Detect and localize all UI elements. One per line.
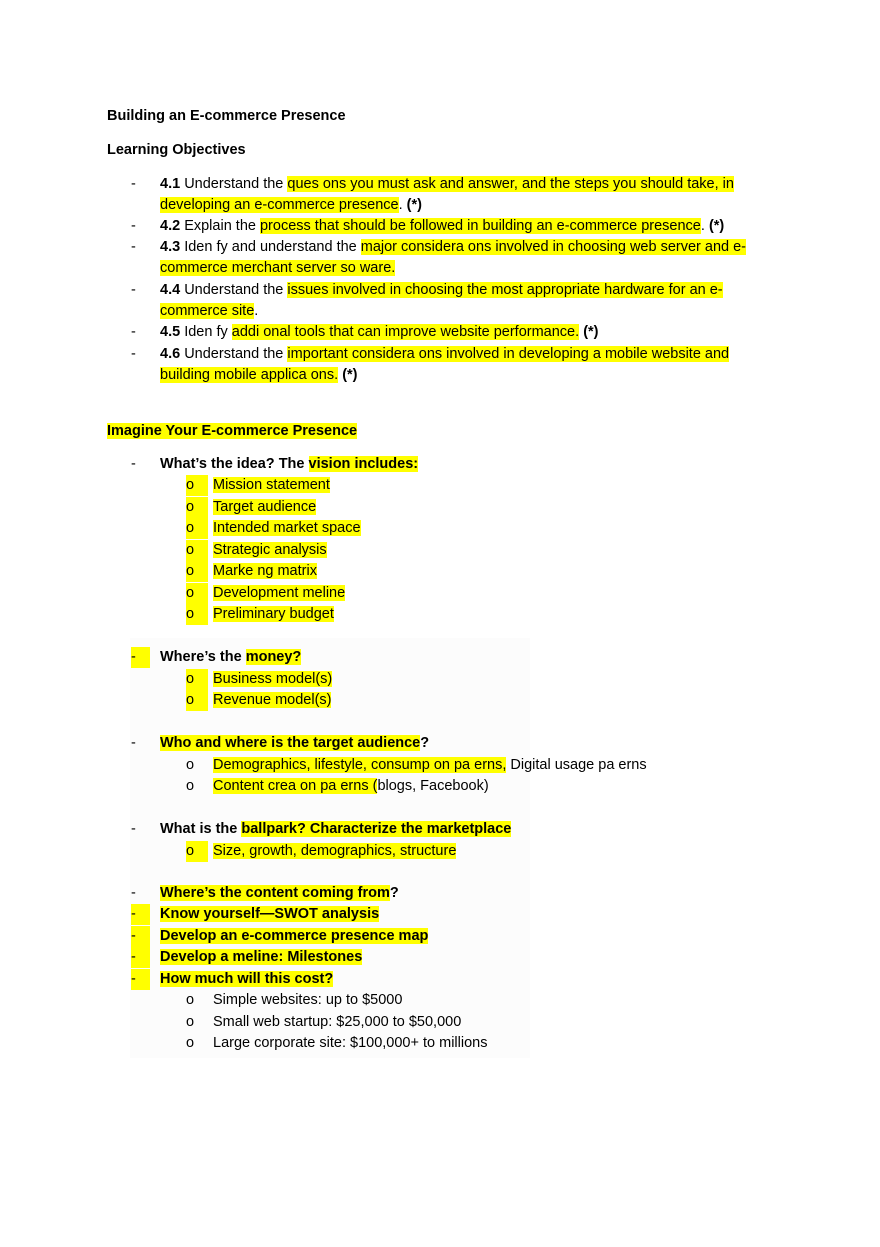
dash-bullet: -	[131, 947, 150, 968]
dash-bullet: -	[131, 926, 150, 947]
vision-item: Preliminary budget	[213, 606, 334, 622]
dash-bullet: -	[131, 821, 136, 837]
objective-4-3-cont: commerce merchant server so ware.	[160, 260, 396, 276]
money-item: Where’s the money?	[160, 649, 302, 665]
document-title: Building an E-commerce Presence	[107, 108, 346, 124]
swot-item: Know yourself—SWOT analysis	[160, 906, 380, 922]
idea-item: What’s the idea? The vision includes:	[160, 456, 419, 472]
ballpark-subitem: Size, growth, demographics, structure	[213, 843, 457, 859]
objective-4-4-cont: commerce site.	[160, 303, 259, 319]
objective-4-1: 4.1 Understand the ques ons you must ask and answer, and the steps you should take, in	[160, 176, 734, 192]
content-item: Where’s the content coming from?	[160, 885, 399, 901]
imagine-heading: Imagine Your E-commerce Presence	[107, 423, 358, 439]
circle-bullet: o	[186, 841, 208, 862]
cost-subitem: Small web startup: $25,000 to $50,000	[213, 1014, 462, 1030]
dash-bullet: -	[131, 176, 136, 192]
vision-item: Development meline	[213, 585, 346, 601]
dash-bullet: -	[131, 218, 136, 234]
objective-4-6-cont: building mobile applica ons. (*)	[160, 367, 358, 383]
timeline-item: Develop a meline: Milestones	[160, 949, 363, 965]
dash-bullet: -	[131, 735, 136, 751]
money-subitem: Revenue model(s)	[213, 692, 332, 708]
objective-4-3: 4.3 Iden fy and understand the major considera ons involved in choosing web server and e-	[160, 239, 747, 255]
dash-bullet: -	[131, 324, 136, 340]
dash-bullet: -	[131, 282, 136, 298]
audience-subitem: Demographics, lifestyle, consump on pa erns, Digital usage pa erns	[213, 757, 647, 773]
vision-item: Mission statement	[213, 477, 330, 493]
circle-bullet: o	[186, 778, 195, 794]
circle-bullet: o	[186, 1014, 195, 1030]
cost-subitem: Large corporate site: $100,000+ to millions	[213, 1035, 488, 1051]
circle-bullet: o	[186, 475, 208, 496]
dash-bullet: -	[131, 969, 150, 990]
dash-bullet: -	[131, 904, 150, 925]
dash-bullet: -	[131, 456, 136, 472]
vision-item: Target audience	[213, 499, 317, 515]
objective-4-6: 4.6 Understand the important considera ons involved in developing a mobile website and	[160, 346, 730, 362]
circle-bullet: o	[186, 518, 208, 539]
map-item: Develop an e-commerce presence map	[160, 928, 429, 944]
audience-item: Who and where is the target audience?	[160, 735, 430, 751]
circle-bullet: o	[186, 540, 208, 561]
circle-bullet: o	[186, 669, 208, 690]
dash-bullet: -	[131, 239, 136, 255]
objective-4-1-cont: developing an e-commerce presence. (*)	[160, 197, 422, 213]
vision-item: Strategic analysis	[213, 542, 327, 558]
cost-item: How much will this cost?	[160, 971, 334, 987]
circle-bullet: o	[186, 497, 208, 518]
ballpark-item: What is the ballpark? Characterize the marketplace	[160, 821, 512, 837]
vision-item: Marke ng matrix	[213, 563, 317, 579]
objective-4-5: 4.5 Iden fy addi onal tools that can improve website performance. (*)	[160, 324, 599, 340]
vision-item: Intended market space	[213, 520, 361, 536]
circle-bullet: o	[186, 757, 195, 773]
objective-4-4: 4.4 Understand the issues involved in choosing the most appropriate hardware for an e-	[160, 282, 723, 298]
dash-bullet: -	[131, 885, 136, 901]
dash-bullet: -	[131, 647, 150, 668]
dash-bullet: -	[131, 346, 136, 362]
cost-subitem: Simple websites: up to $5000	[213, 992, 403, 1008]
circle-bullet: o	[186, 604, 208, 625]
money-subitem: Business model(s)	[213, 671, 333, 687]
circle-bullet: o	[186, 690, 208, 711]
objective-4-2: 4.2 Explain the process that should be followed in building an e-commerce presence. (*)	[160, 218, 725, 234]
circle-bullet: o	[186, 561, 208, 582]
circle-bullet: o	[186, 583, 208, 604]
audience-subitem: Content crea on pa erns (blogs, Facebook)	[213, 778, 489, 794]
circle-bullet: o	[186, 992, 195, 1008]
circle-bullet: o	[186, 1035, 195, 1051]
learning-objectives-heading: Learning Objectives	[107, 142, 246, 158]
